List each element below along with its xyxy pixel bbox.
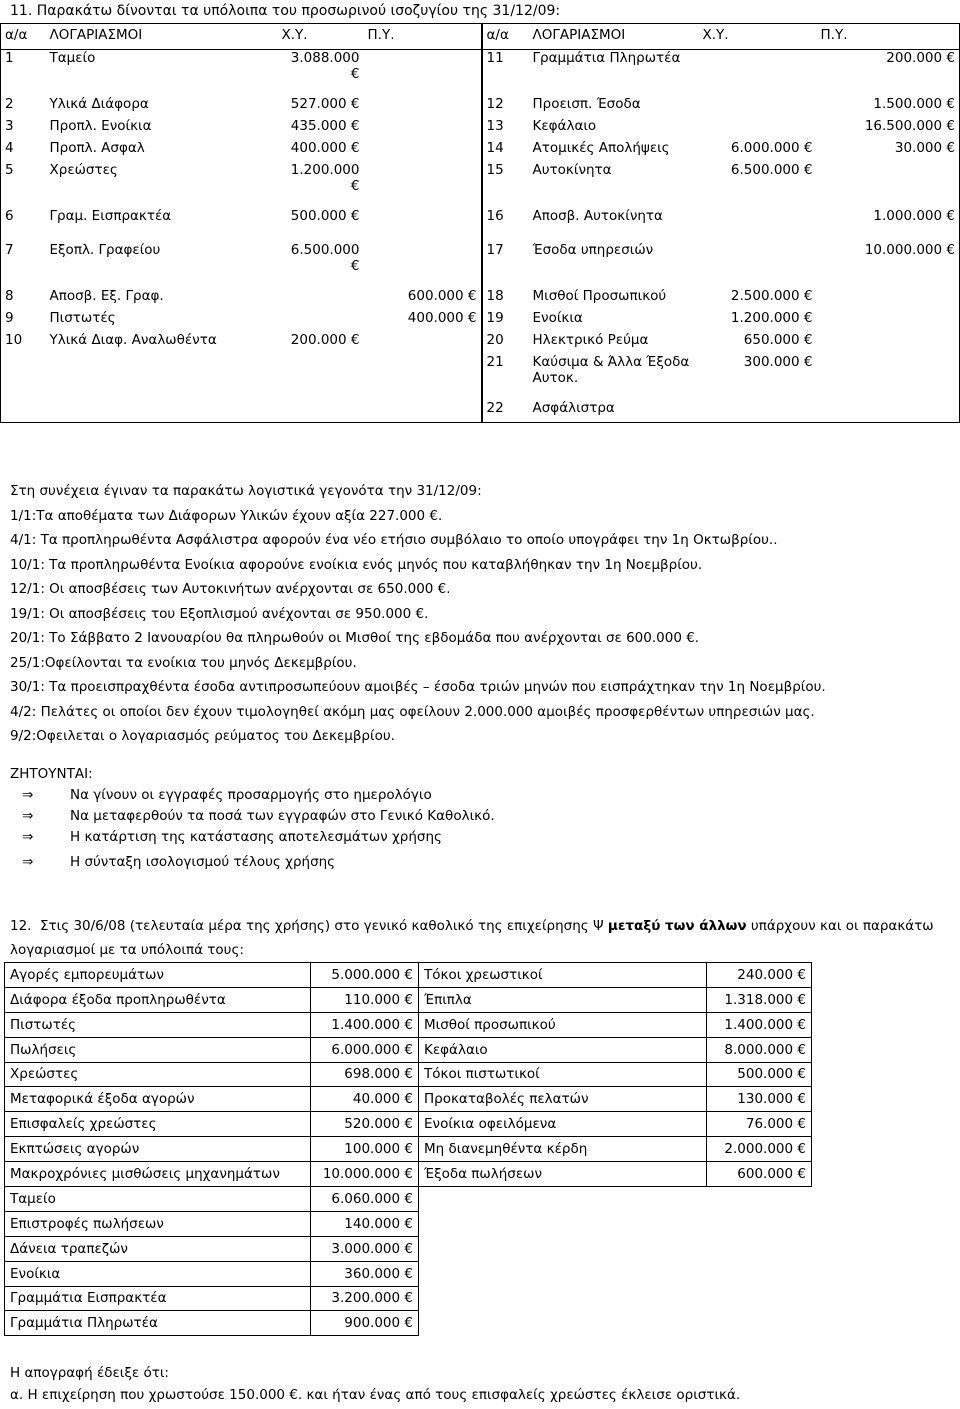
- cell-a1: Προπλ. Ασφαλ: [49, 140, 145, 156]
- table-row: [5, 963, 812, 988]
- cell-a2: Μισθοί Προσωπικού: [532, 288, 667, 304]
- cell-v2: [707, 1187, 812, 1212]
- cell-a1: Επιστροφές πωλήσεων: [5, 1211, 311, 1236]
- cell-a2: Καύσιμα & Άλλα Έξοδα Αυτοκ.: [532, 354, 690, 387]
- inventory-line: α. Η επιχείρηση που χρωστούσε 150.000 €. και ήταν ένας από τους επισφαλείς χρεώστες έκλεισε οριστικά.: [10, 1387, 741, 1403]
- cell-d2: [699, 50, 817, 97]
- cell-c2: 30.000 €: [817, 140, 960, 162]
- table-row: [5, 1261, 812, 1286]
- table-row: [1, 208, 960, 230]
- column-header: ΛΟΓΑΡΙΑΣΜΟΙ: [46, 24, 278, 50]
- table-row: [1, 118, 960, 140]
- event-line: 4/1: Τα προπληρωθέντα Ασφάλιστρα αφορούν ένα νέο ετήσιο συμβόλαιο το οποίο υπογράφει την 1η Οκτωβρίου..: [10, 532, 778, 548]
- cell-v1: 3.000.000 €: [311, 1236, 419, 1261]
- cell-a1: Ενοίκια: [5, 1261, 311, 1286]
- event-line: 19/1: Οι αποσβέσεις του Εξοπλισμού ανέχονται σε 950.000 €.: [10, 605, 429, 622]
- cell-d2: [699, 118, 817, 140]
- cell-v2: [707, 1261, 812, 1286]
- cell-a2: Μισθοί προσωπικού: [419, 1012, 707, 1037]
- cell-d2: 6.500.000 €: [730, 162, 813, 178]
- cell-a1: Γραμ. Εισπρακτέα: [49, 208, 172, 224]
- events-intro: Στη συνέχεια έγιναν τα παρακάτω λογιστικά γεγονότα την 31/12/09:: [10, 483, 482, 499]
- cell-v2: [707, 1286, 812, 1311]
- cell-d1: 435.000 €: [290, 118, 360, 134]
- cell-a1: Υλικά Διάφορα: [49, 96, 149, 112]
- cell-a2: [419, 1187, 707, 1212]
- cell-v1: 3.200.000 €: [311, 1286, 419, 1311]
- requirement-text: Να μεταφερθούν τα ποσά των εγγραφών στο Γενικό Καθολικό.: [70, 808, 495, 824]
- event-line: 4/2: Πελάτες οι οποίοι δεν έχουν τιμολογηθεί ακόμη μας οφείλουν 2.000.000 αμοιβές προσφερθέντων υπηρεσιών μας.: [10, 703, 815, 720]
- cell-n2: 18: [482, 288, 529, 310]
- cell-v1: 140.000 €: [311, 1211, 419, 1236]
- table-row: [5, 1062, 812, 1087]
- cell-a1: Υλικά Διαφ. Αναλωθέντα: [49, 332, 217, 348]
- cell-d2: 1.200.000 €: [730, 310, 813, 326]
- cell-c1: [364, 354, 482, 400]
- cell-c1: [364, 400, 482, 423]
- cell-c2: 1.000.000 €: [817, 208, 960, 230]
- cell-a2: [419, 1261, 707, 1286]
- cell-a1: Γραμμάτια Πληρωτέα: [5, 1311, 311, 1336]
- column-header: α/α: [1, 24, 46, 50]
- event-line: 10/1: Τα προπληρωθέντα Ενοίκια αφορούνε ενοίκια ενός μηνός που καταβλήθηκαν την 1η Νοεμβρίου.: [10, 556, 703, 573]
- cell-d2: [699, 242, 817, 288]
- cell-v1: 10.000.000 €: [311, 1162, 419, 1187]
- cell-v1: 520.000 €: [311, 1112, 419, 1137]
- events-section: [10, 483, 955, 744]
- table-row: [5, 1087, 812, 1112]
- cell-v2: [707, 1211, 812, 1236]
- cell-v2: 130.000 €: [707, 1087, 812, 1112]
- cell-n1: 7: [1, 242, 46, 288]
- table-row: [1, 400, 960, 423]
- cell-a1: Επισφαλείς χρεώστες: [5, 1112, 311, 1137]
- table-row: [1, 354, 960, 400]
- cell-d1: 200.000 €: [290, 332, 360, 348]
- cell-c2: [817, 354, 960, 400]
- column-header: Χ.Υ.: [278, 24, 364, 50]
- cell-a2: Ασφάλιστρα: [532, 400, 615, 416]
- table-row: [5, 1137, 812, 1162]
- column-header: ΛΟΓΑΡΙΑΣΜΟΙ: [529, 24, 699, 50]
- cell-c2: 1.500.000 €: [817, 96, 960, 118]
- cell-n1: 8: [1, 288, 46, 310]
- cell-v2: 1.318.000 €: [707, 987, 812, 1012]
- cell-c1: [364, 208, 482, 230]
- table-row: [1, 242, 960, 288]
- arrow-icon: ⇒: [22, 854, 34, 870]
- column-header: Χ.Υ.: [699, 24, 817, 50]
- inventory-title: Η απογραφή έδειξε ότι:: [10, 1365, 169, 1381]
- cell-a2: Κεφάλαιο: [419, 1037, 707, 1062]
- table-row: [5, 1311, 812, 1336]
- cell-n1: [1, 400, 46, 423]
- cell-n2: 19: [482, 310, 529, 332]
- cell-d1: 500.000 €: [290, 208, 360, 224]
- table-row: [5, 1012, 812, 1037]
- arrow-icon: ⇒: [22, 787, 34, 803]
- cell-c2: 16.500.000 €: [817, 118, 960, 140]
- cell-v2: [707, 1236, 812, 1261]
- table-row: [1, 310, 960, 332]
- cell-d2: 650.000 €: [743, 332, 813, 348]
- table-row: [5, 1236, 812, 1261]
- cell-c1: [364, 162, 482, 208]
- cell-c2: [817, 288, 960, 310]
- cell-a1: Χρεώστες: [49, 162, 118, 178]
- cell-n2: 11: [482, 50, 529, 97]
- table-row: [1, 96, 960, 118]
- column-header: α/α: [482, 24, 529, 50]
- cell-c2: [817, 332, 960, 354]
- cell-a2: Προεισπ. Έσοδα: [532, 96, 641, 112]
- cell-a2: [419, 1286, 707, 1311]
- arrow-icon: ⇒: [22, 808, 34, 824]
- table-row: [5, 1286, 812, 1311]
- cell-a1: Πωλήσεις: [5, 1037, 311, 1062]
- cell-a2: Τόκοι πιστωτικοί: [419, 1062, 707, 1087]
- table-row: [5, 1037, 812, 1062]
- cell-d2: 2.500.000 €: [730, 288, 813, 304]
- cell-n1: 10: [1, 332, 46, 354]
- cell-a2: Ατομικές Απολήψεις: [532, 140, 670, 156]
- cell-n1: 5: [1, 162, 46, 208]
- q12-text-after: υπάρχουν και οι παρακάτω λογαριασμοί με τα υπόλοιπά τους:: [10, 918, 934, 958]
- cell-v1: 900.000 €: [311, 1311, 419, 1336]
- cell-n2: 15: [482, 162, 529, 208]
- event-line: 20/1: Το Σάββατο 2 Ιανουαρίου θα πληρωθούν οι Μισθοί της εβδομάδα που ανέρχονται σε 600.000 €.: [10, 630, 700, 646]
- cell-a2: Ηλεκτρικό Ρεύμα: [532, 332, 649, 348]
- cell-a1: Μακροχρόνιες μισθώσεις μηχανημάτων: [5, 1162, 311, 1187]
- requirement-text: Η κατάρτιση της κατάστασης αποτελεσμάτων χρήσης: [70, 829, 442, 845]
- cell-a1: Προπλ. Ενοίκια: [49, 118, 152, 134]
- cell-n2: 14: [482, 140, 529, 162]
- cell-a1: Μεταφορικά έξοδα αγορών: [5, 1087, 311, 1112]
- cell-v2: 500.000 €: [707, 1062, 812, 1087]
- cell-a1: Διάφορα έξοδα προπληρωθέντα: [5, 987, 311, 1012]
- cell-v1: 5.000.000 €: [311, 963, 419, 988]
- cell-a1: [46, 354, 278, 400]
- cell-a2: Έπιπλα: [419, 987, 707, 1012]
- cell-c1: [364, 332, 482, 354]
- cell-d1: 527.000 €: [290, 96, 360, 112]
- cell-v2: 600.000 €: [707, 1162, 812, 1187]
- cell-a1: Αποσβ. Εξ. Γραφ.: [49, 288, 164, 304]
- cell-v1: 100.000 €: [311, 1137, 419, 1162]
- cell-d2: 6.000.000 €: [730, 140, 813, 156]
- cell-a2: Αποσβ. Αυτοκίνητα: [532, 208, 663, 224]
- cell-d2: [699, 400, 817, 423]
- table-row: [5, 1211, 812, 1236]
- cell-c2: 10.000.000 €: [817, 242, 960, 288]
- requirements-title: ΖΗΤΟΥΝΤΑΙ:: [10, 766, 93, 782]
- cell-a1: Δάνεια τραπεζών: [5, 1236, 311, 1261]
- cell-a2: [419, 1311, 707, 1336]
- cell-v2: 76.000 €: [707, 1112, 812, 1137]
- cell-v1: 698.000 €: [311, 1062, 419, 1087]
- table-row: [1, 140, 960, 162]
- cell-c1: [364, 50, 482, 97]
- cell-v2: [707, 1311, 812, 1336]
- cell-a2: Τόκοι χρεωστικοί: [419, 963, 707, 988]
- cell-n1: [1, 354, 46, 400]
- requirement-item: [10, 829, 495, 850]
- cell-c1: 400.000 €: [407, 310, 477, 326]
- cell-n2: 13: [482, 118, 529, 140]
- cell-n2: 12: [482, 96, 529, 118]
- cell-c2: [817, 310, 960, 332]
- cell-c1: [364, 96, 482, 118]
- column-header: Π.Υ.: [364, 24, 482, 50]
- cell-n2: 22: [482, 400, 529, 423]
- cell-v1: 110.000 €: [311, 987, 419, 1012]
- cell-c1: [364, 140, 482, 162]
- table-row: [1, 162, 960, 208]
- cell-a1: Γραμμάτια Εισπρακτέα: [5, 1286, 311, 1311]
- requirement-text: Να γίνουν οι εγγραφές προσαρμογής στο ημερολόγιο: [70, 787, 432, 803]
- cell-a2: [419, 1211, 707, 1236]
- cell-a2: Ενοίκια οφειλόμενα: [419, 1112, 707, 1137]
- requirement-item: [10, 787, 495, 808]
- cell-d1: 1.200.000 €: [290, 162, 360, 195]
- event-line: 12/1: Οι αποσβέσεις των Αυτοκινήτων ανέρχονται σε 650.000 €.: [10, 581, 451, 597]
- cell-a1: Χρεώστες: [5, 1062, 311, 1087]
- cell-c1: 600.000 €: [407, 288, 477, 304]
- requirement-item: [10, 808, 495, 829]
- cell-v1: 40.000 €: [311, 1087, 419, 1112]
- cell-a2: Αυτοκίνητα: [532, 162, 612, 178]
- table-row: [1, 50, 960, 97]
- cell-c1: [364, 118, 482, 140]
- q12-text-before: Στις 30/6/08 (τελευταία μέρα της χρήσης) στο γενικό καθολικό της επιχείρησης Ψ: [40, 918, 608, 934]
- cell-d1: [278, 354, 364, 400]
- cell-c2: [817, 162, 960, 208]
- table-row: [1, 288, 960, 310]
- cell-v1: 1.400.000 €: [311, 1012, 419, 1037]
- cell-a2: Προκαταβολές πελατών: [419, 1087, 707, 1112]
- table-row: [5, 1187, 812, 1212]
- q12-text-bold: μεταξύ των άλλων: [607, 918, 747, 934]
- cell-v2: 1.400.000 €: [707, 1012, 812, 1037]
- cell-d2: 300.000 €: [743, 354, 813, 370]
- cell-a2: [419, 1236, 707, 1261]
- cell-a2: Μη διανεμηθέντα κέρδη: [419, 1137, 707, 1162]
- inventory-notes: [10, 1365, 740, 1409]
- cell-a2: Κεφάλαιο: [532, 118, 597, 134]
- cell-v1: 360.000 €: [311, 1261, 419, 1286]
- question-12-intro: [10, 914, 955, 962]
- requirement-text: Η σύνταξη ισολογισμού τέλους χρήσης: [70, 854, 336, 870]
- cell-a1: Πιστωτές: [5, 1012, 311, 1037]
- cell-a1: Αγορές εμπορευμάτων: [5, 963, 311, 988]
- cell-v2: 8.000.000 €: [707, 1037, 812, 1062]
- requirements-section: [10, 766, 495, 870]
- cell-d1: [278, 400, 364, 423]
- cell-a2: Έσοδα υπηρεσιών: [532, 242, 654, 258]
- cell-a1: Εξοπλ. Γραφείου: [49, 242, 161, 258]
- cell-n2: 17: [482, 242, 529, 288]
- cell-a1: Εκπτώσεις αγορών: [5, 1137, 311, 1162]
- arrow-icon: ⇒: [22, 829, 34, 845]
- cell-n1: 3: [1, 118, 46, 140]
- cell-a1: Ταμείο: [49, 50, 96, 66]
- cell-d1: [278, 310, 364, 332]
- cell-c2: [817, 400, 960, 423]
- cell-n2: 21: [482, 354, 529, 400]
- cell-a2: Γραμμάτια Πληρωτέα: [532, 50, 681, 66]
- cell-c2: 200.000 €: [817, 50, 960, 97]
- table-row: [1, 332, 960, 354]
- trial-balance-table: [0, 23, 960, 423]
- cell-n1: 2: [1, 96, 46, 118]
- event-line: 1/1:Τα αποθέματα των Διάφορων Υλικών έχουν αξία 227.000 €.: [10, 507, 443, 524]
- cell-d1: 6.500.000 €: [290, 242, 360, 275]
- cell-d1: 3.088.000 €: [290, 50, 360, 83]
- cell-d2: [699, 208, 817, 230]
- cell-n2: 20: [482, 332, 529, 354]
- table-row: [5, 987, 812, 1012]
- cell-a2: Έξοδα πωλήσεων: [419, 1162, 707, 1187]
- cell-a1: Ταμείο: [5, 1187, 311, 1212]
- cell-a2: Ενοίκια: [532, 310, 583, 326]
- cell-n1: 6: [1, 208, 46, 230]
- cell-c1: [364, 242, 482, 288]
- requirement-item: [10, 854, 495, 875]
- cell-d1: [278, 288, 364, 310]
- cell-n1: 9: [1, 310, 46, 332]
- table-row: [5, 1162, 812, 1187]
- cell-a1: [46, 400, 278, 423]
- cell-n2: 16: [482, 208, 529, 230]
- event-line: 9/2:Οφειλεται ο λογαριασμός ρεύματος του Δεκεμβρίου.: [10, 728, 395, 744]
- event-line: 25/1:Οφείλονται τα ενοίκια του μηνός Δεκεμβρίου.: [10, 654, 357, 671]
- cell-n1: 4: [1, 140, 46, 162]
- cell-v2: 2.000.000 €: [707, 1137, 812, 1162]
- cell-d2: [699, 96, 817, 118]
- cell-v1: 6.000.000 €: [311, 1037, 419, 1062]
- cell-n1: 1: [1, 50, 46, 97]
- table-row: [5, 1112, 812, 1137]
- question-11-title: 11. Παρακάτω δίνονται τα υπόλοιπα του προσωρινού ισοζυγίου της 31/12/09:: [10, 3, 561, 19]
- cell-a1: Πιστωτές: [49, 310, 116, 326]
- cell-v2: 240.000 €: [707, 963, 812, 988]
- cell-v1: 6.060.000 €: [311, 1187, 419, 1212]
- table-header-row: [1, 24, 960, 50]
- accounts-table: [4, 962, 812, 1336]
- question-12-number: 12.: [10, 918, 32, 934]
- event-line: 30/1: Τα προεισπραχθέντα έσοδα αντιπροσωπεύουν αμοιβές – έσοδα τριών μηνών που εισπράχτηκαν την 1η Νοεμβρίου.: [10, 679, 826, 695]
- cell-d1: 400.000 €: [290, 140, 360, 156]
- column-header: Π.Υ.: [817, 24, 960, 50]
